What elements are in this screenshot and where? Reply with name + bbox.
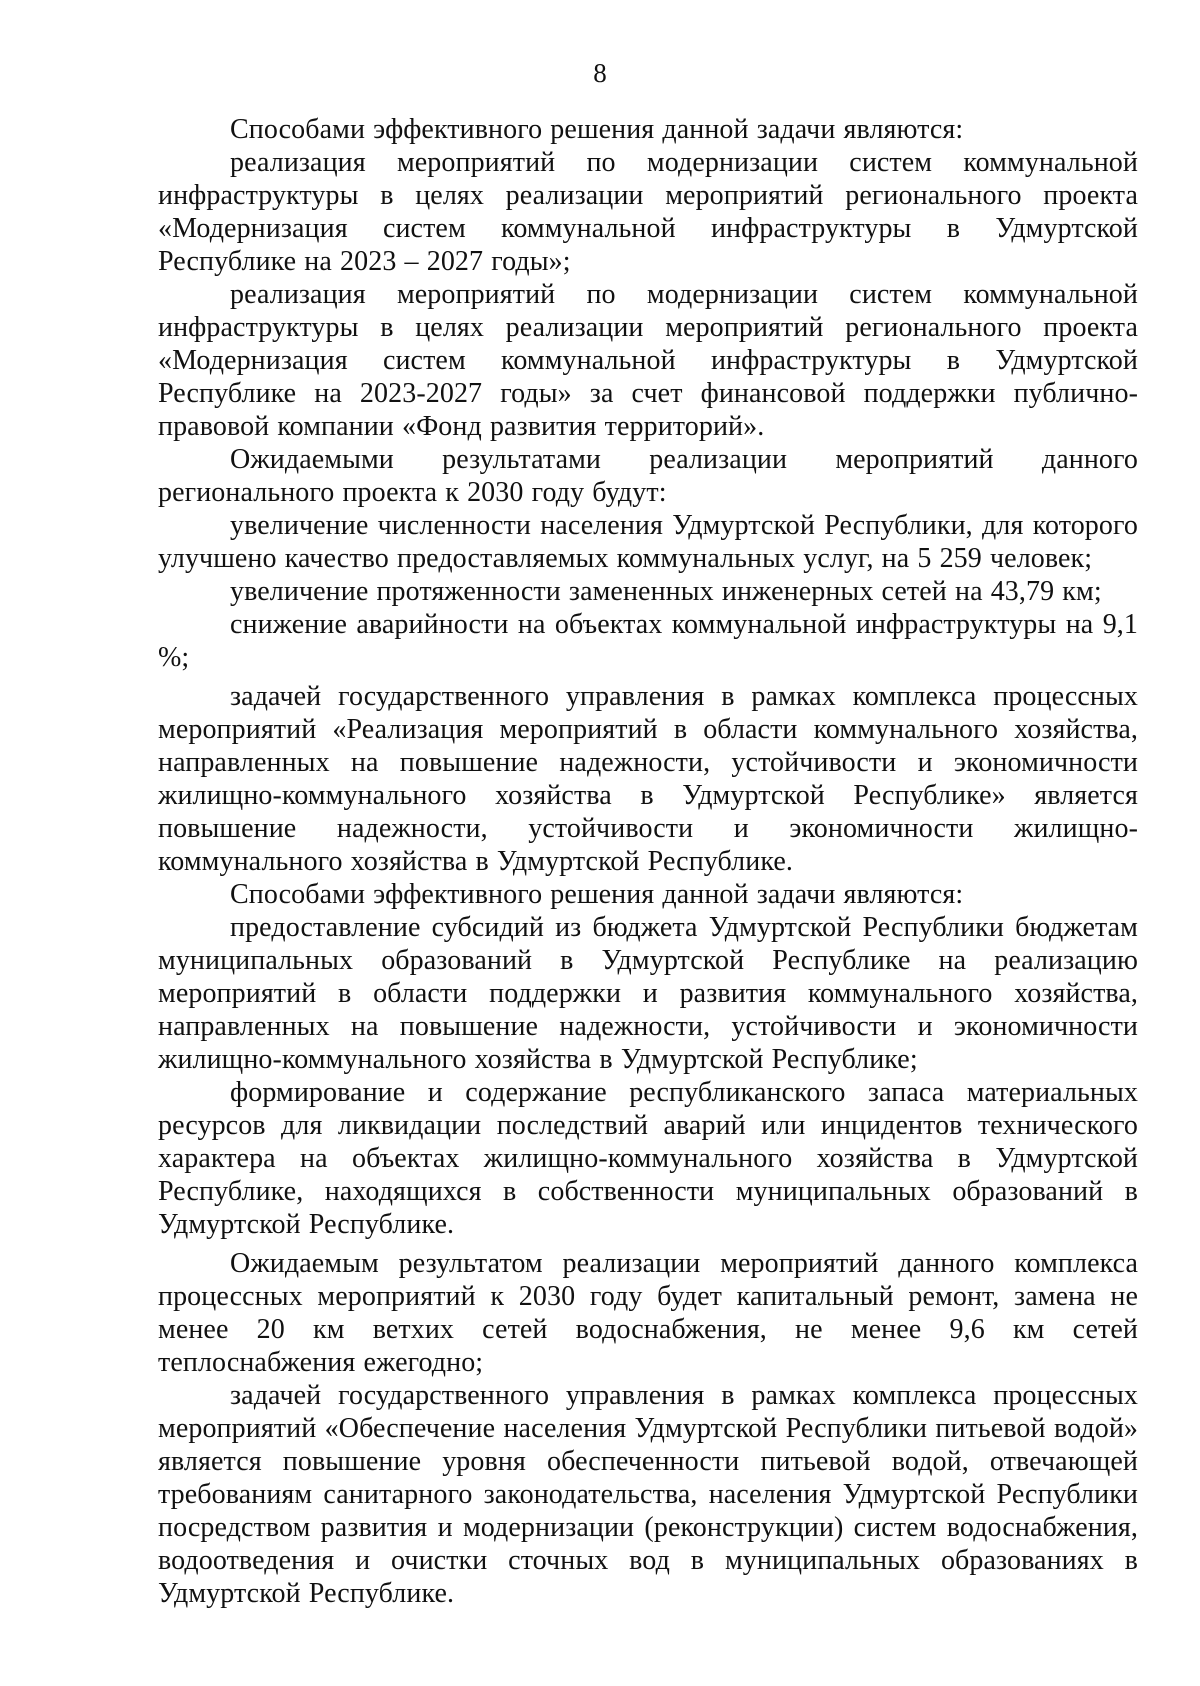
paragraph: предоставление субсидий из бюджета Удмуртской Республики бюджетам муниципальных образований в Удмуртской Республике на реализацию мероприятий в области поддержки и развития коммунального хозяйства, направленных на повышение надежности, устойчивости и экономичности жилищно-коммунального хозяйства в Удмуртской Республике; bbox=[158, 912, 1138, 1075]
paragraph: Способами эффективного решения данной задачи являются: bbox=[230, 114, 964, 145]
paragraph: реализация мероприятий по модернизации систем коммунальной инфраструктуры в целях реализации мероприятий регионального проекта «Модернизация систем коммунальной инфраструктуры в Удмуртской Республике на 2023-2027 годы» за счет финансовой поддержки публично-правовой компании «Фонд развития территорий». bbox=[158, 279, 1138, 442]
paragraph: задачей государственного управления в рамках комплекса процессных мероприятий «Реализация мероприятий в области коммунального хозяйства, направленных на повышение надежности, устойчивости и экономичности жилищно-коммунального хозяйства в Удмуртской Республике» является повышение надежности, устойчивости и экономичности жилищно-коммунального хозяйства в Удмуртской Республике. bbox=[158, 681, 1138, 877]
paragraph: увеличение протяженности замененных инженерных сетей на 43,79 км; bbox=[230, 576, 1102, 607]
document-body bbox=[158, 113, 1138, 1610]
paragraph: Ожидаемым результатом реализации мероприятий данного комплекса процессных мероприятий к 2030 году будет капитальный ремонт, замена не менее 20 км ветхих сетей водоснабжения, не менее 9,6 км сетей теплоснабжения ежегодно; bbox=[158, 1248, 1138, 1378]
paragraph: снижение аварийности на объектах коммунальной инфраструктуры на 9,1 %; bbox=[158, 609, 1138, 673]
paragraph: Ожидаемыми результатами реализации мероприятий данного регионального проекта к 2030 году будут: bbox=[158, 444, 1138, 508]
paragraph: задачей государственного управления в рамках комплекса процессных мероприятий «Обеспечение населения Удмуртской Республики питьевой водой» является повышение уровня обеспеченности питьевой водой, отвечающей требованиям санитарного законодательства, населения Удмуртской Республики посредством развития и модернизации (реконструкции) систем водоснабжения, водоотведения и очистки сточных вод в муниципальных образованиях в Удмуртской Республике. bbox=[158, 1380, 1138, 1609]
paragraph: Способами эффективного решения данной задачи являются: bbox=[230, 879, 964, 910]
page-number: 8 bbox=[593, 58, 607, 88]
paragraph: реализация мероприятий по модернизации систем коммунальной инфраструктуры в целях реализации мероприятий регионального проекта «Модернизация систем коммунальной инфраструктуры в Удмуртской Республике на 2023 – 2027 годы»; bbox=[158, 147, 1138, 277]
paragraph: увеличение численности населения Удмуртской Республики, для которого улучшено качество предоставляемых коммунальных услуг, на 5 259 человек; bbox=[158, 510, 1138, 574]
paragraph: формирование и содержание республиканского запаса материальных ресурсов для ликвидации последствий аварий или инцидентов технического характера на объектах жилищно-коммунального хозяйства в Удмуртской Республике, находящихся в собственности муниципальных образований в Удмуртской Республике. bbox=[158, 1077, 1138, 1240]
